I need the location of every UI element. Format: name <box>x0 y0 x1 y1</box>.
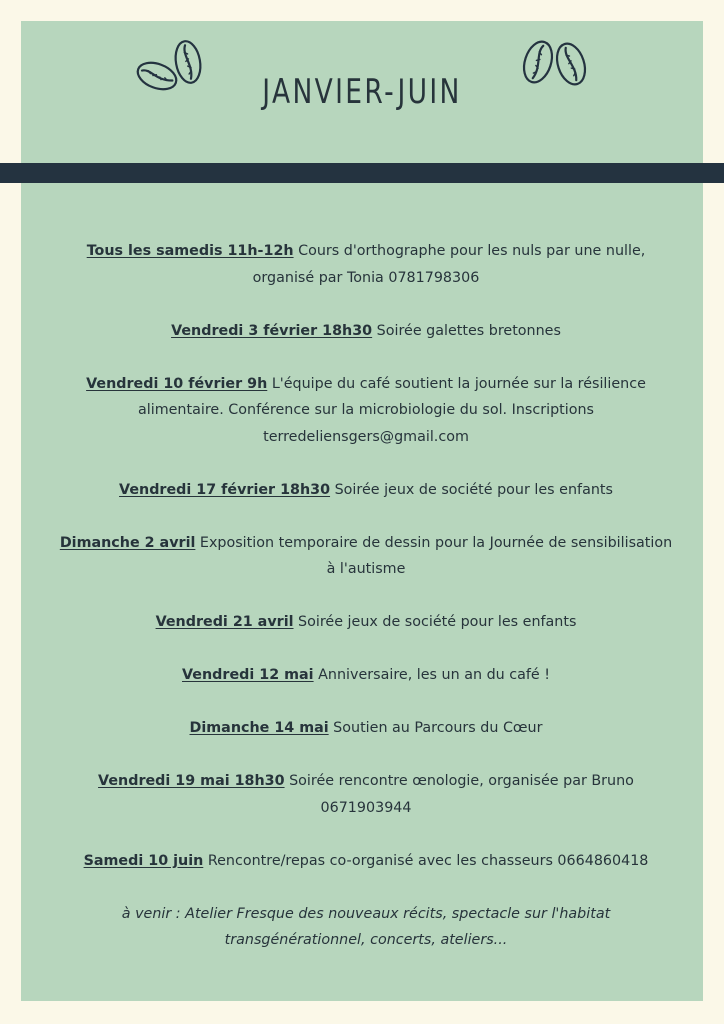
event-description: Exposition temporaire de dessin pour la Journée de sensibilisation à l'autisme <box>195 534 673 577</box>
event-description: Soirée rencontre œnologie, organisée par Bruno 0671903944 <box>284 773 634 816</box>
event-date: Tous les samedis 11h-12h <box>86 243 294 259</box>
event-item <box>58 238 674 291</box>
upcoming-note: à venir : Atelier Fresque des nouveaux récits, spectacle sur l'habitat transgénérationnel, concerts, ateliers... <box>121 905 611 948</box>
event-item <box>58 715 674 742</box>
event-item <box>58 530 674 583</box>
page-title: JANVIER-JUIN <box>262 72 462 112</box>
event-list <box>58 238 674 954</box>
event-date: Vendredi 19 mai 18h30 <box>98 773 285 789</box>
event-description: Soirée jeux de société pour les enfants <box>293 614 577 630</box>
event-item <box>58 662 674 689</box>
event-date: Dimanche 14 mai <box>189 720 329 736</box>
event-item <box>58 371 674 451</box>
event-item <box>58 848 674 875</box>
event-date: Vendredi 17 février 18h30 <box>119 481 331 498</box>
event-description: Soirée galettes bretonnes <box>372 322 561 339</box>
event-date: Dimanche 2 avril <box>59 534 196 551</box>
event-date: Vendredi 12 mai <box>182 667 314 683</box>
event-description: L'équipe du café soutient la journée sur la résilience alimentaire. Conférence sur la microbiologie du sol. Inscriptions terredeliensgers@gmail.com <box>138 375 646 445</box>
event-date: Vendredi 21 avril <box>155 614 294 630</box>
event-date: Samedi 10 juin <box>83 852 204 869</box>
event-date: Vendredi 3 février 18h30 <box>171 322 373 339</box>
event-item <box>58 609 674 636</box>
event-item <box>58 768 674 821</box>
event-item <box>58 477 674 504</box>
event-description: Soirée jeux de société pour les enfants <box>330 481 613 498</box>
event-description: Cours d'orthographe pour les nuls par une nulle, organisé par Tonia 0781798306 <box>252 243 646 286</box>
event-description: Rencontre/repas co-organisé avec les chasseurs 0664860418 <box>203 852 649 869</box>
event-date: Vendredi 10 février 9h <box>86 375 268 392</box>
event-description: Anniversaire, les un an du café ! <box>313 667 550 683</box>
header-band <box>0 163 724 183</box>
event-item <box>58 318 674 345</box>
event-description: Soutien au Parcours du Cœur <box>328 720 543 736</box>
